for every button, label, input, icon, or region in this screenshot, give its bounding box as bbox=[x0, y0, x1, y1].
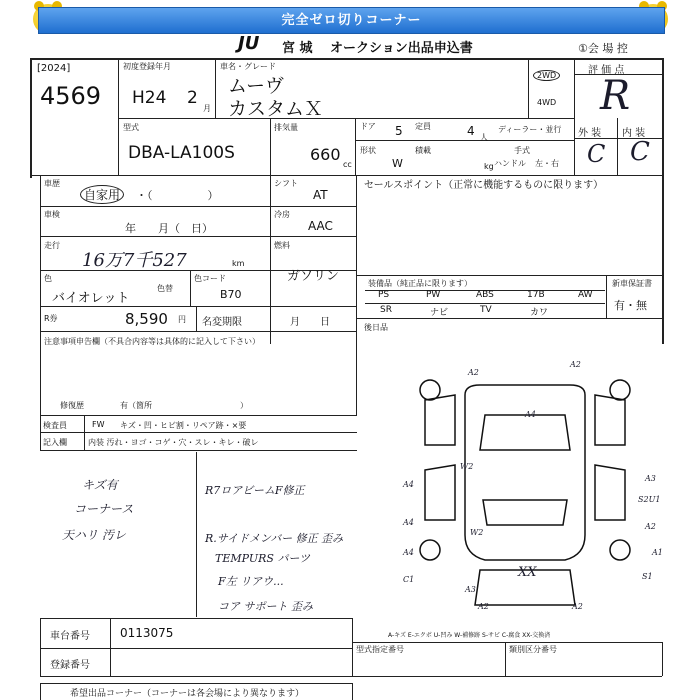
drive-2wd: 2WD bbox=[533, 70, 560, 81]
note-hw2-1: R7ロアビームF修正 bbox=[205, 484, 305, 497]
drive-4wd: 4WD bbox=[537, 98, 557, 107]
title-expiry-label: 名変期限 bbox=[202, 317, 242, 328]
diagram-mark-18: A1 bbox=[652, 548, 663, 557]
handle: 左・右 bbox=[535, 159, 559, 168]
fuel: ガソリン bbox=[287, 269, 340, 284]
diagram-mark-16: A2 bbox=[478, 602, 489, 611]
color-code: B70 bbox=[220, 288, 242, 301]
cap-label: 定員 bbox=[415, 122, 431, 131]
color-label: 色 bbox=[44, 274, 52, 283]
first-reg-label: 初度登録年月 bbox=[123, 62, 171, 71]
diagram-mark-5: A3 bbox=[645, 474, 656, 483]
history-value: 自家用 bbox=[80, 185, 124, 204]
diagram-mark-2: A2 bbox=[570, 360, 581, 369]
capacity: 4 bbox=[467, 124, 475, 138]
model-label: 型式 bbox=[123, 123, 139, 132]
dealer-label: ディーラー・並行 bbox=[498, 125, 562, 134]
corner-banner: 完全ゼロ切りコーナー bbox=[38, 7, 665, 34]
disp-unit: cc bbox=[343, 160, 352, 169]
note-hw2-3: TEMPURS パーツ bbox=[215, 552, 310, 565]
diagram-mark-13: XX bbox=[518, 565, 537, 580]
year-stamp: [2024] bbox=[37, 63, 71, 74]
equipment2-3: TV bbox=[480, 305, 492, 315]
inspection: 年 月（ 日） bbox=[125, 222, 213, 235]
inspector-label: 検査員 bbox=[43, 421, 67, 430]
note-hw-2: コーナース bbox=[74, 502, 134, 516]
equipment-1: PS bbox=[378, 290, 390, 300]
diagram-mark-15: S1 bbox=[642, 572, 653, 581]
model-designation-label: 型式指定番号 bbox=[356, 645, 404, 654]
equipment-label: 装備品（純正品に限ります） bbox=[368, 279, 472, 288]
notes-label: 注意事項申告欄（不具合内容等は具体的に記入して下さい） bbox=[44, 337, 260, 346]
load-unit: kg bbox=[484, 162, 494, 171]
inspection-label: 車検 bbox=[44, 210, 60, 219]
chassis-number: 0113075 bbox=[120, 626, 174, 640]
score-value: R bbox=[600, 73, 631, 119]
equipment-5: AW bbox=[578, 290, 593, 300]
recycle-label: R券 bbox=[44, 314, 58, 323]
mileage-unit: km bbox=[232, 259, 245, 268]
diagram-mark-7: S2U1 bbox=[638, 495, 661, 504]
note-hw-3: 天ハリ 汚レ bbox=[62, 528, 126, 542]
shift: AT bbox=[313, 188, 328, 202]
handle-sub: 手式 bbox=[514, 146, 530, 155]
logo: JU bbox=[238, 33, 260, 54]
diagram-mark-4: W2 bbox=[460, 462, 474, 471]
recycle-unit: 円 bbox=[178, 315, 186, 324]
door-label: ドア bbox=[360, 122, 376, 131]
mileage-label: 走行 bbox=[44, 241, 60, 250]
note-hw2-2: R.サイドメンバー 修正 歪み bbox=[205, 532, 344, 545]
diagram-mark-12: C1 bbox=[403, 575, 415, 584]
doors: 5 bbox=[395, 124, 403, 138]
recycle: 8,590 bbox=[125, 310, 168, 328]
ac: AAC bbox=[308, 219, 333, 233]
history-label: 車歴 bbox=[44, 179, 60, 188]
color-code-label: 色コード bbox=[194, 274, 226, 283]
category-label: 類別区分番号 bbox=[509, 645, 557, 654]
handle-label: ハンドル bbox=[494, 159, 526, 168]
desired-corner-label: 希望出品コーナー（コーナーは各会場により異なります） bbox=[70, 689, 305, 699]
equipment2-4: カワ bbox=[530, 308, 549, 318]
diagram-mark-3: A4 bbox=[525, 410, 536, 419]
disp-label: 排気量 bbox=[274, 123, 298, 132]
venue-name: 宮 城 bbox=[282, 41, 313, 56]
equipment-3: ABS bbox=[476, 290, 494, 300]
int-label: 内 装 bbox=[622, 128, 646, 139]
score-label: 評 価 点 bbox=[588, 65, 625, 76]
entry-label: 記入欄 bbox=[43, 438, 67, 447]
diagram-mark-10: A4 bbox=[403, 548, 414, 557]
fuel-label: 燃料 bbox=[274, 241, 290, 250]
diagram-mark-1: A2 bbox=[468, 368, 479, 377]
equipment2-2: ナビ bbox=[430, 308, 449, 318]
note-hw2-5: コア サポート 歪み bbox=[218, 600, 313, 613]
era-year: H24 bbox=[132, 88, 167, 108]
ext-grade: C bbox=[587, 140, 606, 168]
color: バイオレット bbox=[52, 291, 130, 306]
note-hw-1: キズ有 bbox=[82, 478, 118, 492]
lot-number: 4569 bbox=[40, 82, 102, 110]
displacement: 660 bbox=[310, 145, 341, 164]
mileage: 16万7千527 bbox=[82, 250, 187, 271]
diagram-mark-9: A4 bbox=[403, 518, 414, 527]
equipment-4: 17B bbox=[527, 290, 545, 300]
sales-point-label: セールスポイント（正常に機能するものに限ります） bbox=[364, 180, 604, 191]
diagram-mark-8: A2 bbox=[645, 522, 656, 531]
ext-label: 外 装 bbox=[578, 128, 602, 139]
equipment2-1: SR bbox=[380, 305, 392, 315]
name-label: 車名・グレード bbox=[220, 62, 276, 71]
car-grade: カスタムＸ bbox=[228, 98, 324, 120]
new-warranty-label: 新車保証書 bbox=[612, 279, 652, 288]
entry-items: 内装 汚れ・ヨゴ・コゲ・穴・スレ・キレ・破レ bbox=[88, 438, 259, 447]
reg-month: 2 bbox=[187, 88, 198, 108]
equipment-2: PW bbox=[426, 290, 441, 300]
inspector: FW bbox=[92, 420, 105, 429]
repair-label: 修復歴 bbox=[60, 401, 84, 410]
repair: 有（箇所 ） bbox=[120, 401, 248, 410]
inspector-items: キズ・凹・ヒビ割・リペア跡・×要 bbox=[120, 421, 247, 430]
color-change-label: 色替 bbox=[157, 284, 173, 293]
month-unit: 月 bbox=[203, 104, 211, 113]
car-damage-diagram bbox=[395, 355, 665, 635]
diagram-mark-11: W2 bbox=[470, 528, 484, 537]
shape-label: 形状 bbox=[360, 146, 376, 155]
diagram-mark-17: A2 bbox=[572, 602, 583, 611]
shift-label: シフト bbox=[274, 179, 298, 188]
damage-legend: A-キズ E-エクボ U-凹み W-補修跡 S-サビ C-腐食 XX-交換済 bbox=[388, 632, 551, 639]
ac-label: 冷房 bbox=[274, 210, 290, 219]
cap-unit: 人 bbox=[480, 133, 488, 142]
car-name: ムーヴ bbox=[228, 75, 285, 97]
int-grade: C bbox=[630, 137, 650, 167]
history-rest: ・（ ） bbox=[136, 189, 219, 202]
shape: W bbox=[392, 157, 403, 170]
new-warranty: 有・無 bbox=[614, 299, 647, 312]
title-expiry: 月 日 bbox=[290, 317, 330, 328]
rear-label: 後日品 bbox=[364, 323, 388, 332]
reg-number-label: 登録番号 bbox=[50, 660, 90, 671]
note-hw2-4: F左 リアウ... bbox=[218, 575, 284, 588]
venue-copy-label: ①会 場 控 bbox=[578, 42, 628, 55]
chassis-label: 車台番号 bbox=[50, 631, 90, 642]
loading-label: 積載 bbox=[415, 146, 431, 155]
form-title: オークション出品申込書 bbox=[330, 41, 473, 56]
diagram-mark-14: A3 bbox=[465, 585, 476, 594]
diagram-mark-6: A4 bbox=[403, 480, 414, 489]
model-value: DBA-LA100S bbox=[128, 143, 235, 163]
